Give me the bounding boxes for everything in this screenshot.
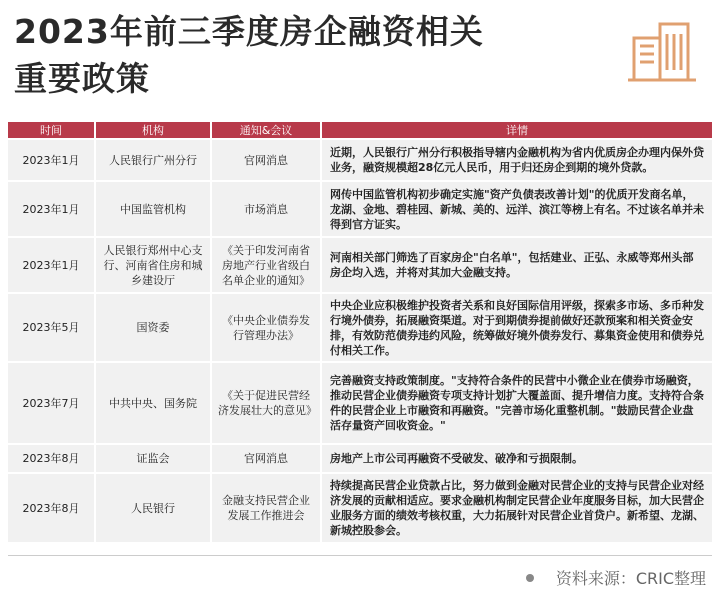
table-row bbox=[8, 445, 712, 472]
header-notice: 通知&会议 bbox=[212, 122, 322, 138]
table-row bbox=[8, 474, 712, 542]
building-icon bbox=[626, 14, 698, 90]
table-row bbox=[8, 140, 712, 180]
cell-detail: 房地产上市公司再融资不受破发、破净和亏损限制。 bbox=[322, 445, 712, 472]
cell-time: 2023年1月 bbox=[8, 140, 96, 180]
cell-time: 2023年1月 bbox=[8, 182, 96, 236]
cell-org: 人民银行郑州中心支行、河南省住房和城乡建设厅 bbox=[96, 238, 212, 292]
cell-notice: 市场消息 bbox=[212, 182, 322, 236]
divider bbox=[8, 555, 712, 556]
header-detail: 详情 bbox=[322, 122, 712, 138]
cell-detail: 网传中国监管机构初步确定实施"资产负债表改善计划"的优质开发商名单，龙湖、金地、碧桂园、新城、美的、远洋、滨江等榜上有名。不过该名单并未得到官方证实。 bbox=[322, 182, 712, 236]
cell-org: 证监会 bbox=[96, 445, 212, 472]
table-row bbox=[8, 294, 712, 361]
cell-org: 中共中央、国务院 bbox=[96, 363, 212, 443]
cell-time: 2023年5月 bbox=[8, 294, 96, 361]
title-line-1: 2023年前三季度房企融资相关 bbox=[14, 12, 484, 51]
table-row bbox=[8, 182, 712, 236]
cell-org: 中国监管机构 bbox=[96, 182, 212, 236]
cell-detail: 河南相关部门筛选了百家房企"白名单"，包括建业、正弘、永威等郑州头部房企均入选，并将对其加大金融支持。 bbox=[322, 238, 712, 292]
source-note bbox=[526, 566, 706, 589]
cell-org: 人民银行广州分行 bbox=[96, 140, 212, 180]
cell-notice: 《关于印发河南省房地产行业省级白名单企业的通知》 bbox=[212, 238, 322, 292]
cell-notice: 金融支持民营企业发展工作推进会 bbox=[212, 474, 322, 542]
table-row bbox=[8, 363, 712, 443]
cell-notice: 官网消息 bbox=[212, 140, 322, 180]
title-line-2: 重要政策 bbox=[14, 59, 150, 98]
cell-detail: 持续提高民营企业贷款占比，努力做到金融对民营企业的支持与民营企业对经济发展的贡献相适应。要求金融机构制定民营企业年度服务目标，加大民营企业服务方面的绩效考核权重，大力拓展针对民营企业首贷户。新希望、龙湖、新城控股参会。 bbox=[322, 474, 712, 542]
bullet-dot-icon bbox=[526, 574, 534, 582]
cell-time: 2023年8月 bbox=[8, 474, 96, 542]
cell-org: 国资委 bbox=[96, 294, 212, 361]
cell-notice: 官网消息 bbox=[212, 445, 322, 472]
page-title bbox=[14, 8, 574, 102]
cell-detail: 近期，人民银行广州分行积极指导辖内金融机构为省内优质房企办理内保外贷业务，融资规模超28亿元人民币，用于归还房企到期的境外贷款。 bbox=[322, 140, 712, 180]
source-text: 资料来源：CRIC整理 bbox=[555, 569, 706, 588]
cell-detail: 完善融资支持政策制度。"支持符合条件的民营中小微企业在债券市场融资，推动民营企业债券融资专项支持计划扩大覆盖面、提升增信力度。支持符合条件的民营企业上市融资和再融资。"完善市场化重整机制。"鼓励民营企业盘活存量资产回收资金。" bbox=[322, 363, 712, 443]
cell-time: 2023年1月 bbox=[8, 238, 96, 292]
cell-detail: 中央企业应积极维护投资者关系和良好国际信用评级，探索多市场、多币种发行境外债券，拓展融资渠道。对于到期债券提前做好还款预案和相关资金安排，有效防范债券违约风险，统筹做好境外债券发行、募集资金使用和债券兑付相关工作。 bbox=[322, 294, 712, 361]
header-time: 时间 bbox=[8, 122, 96, 138]
cell-notice: 《中央企业债券发行管理办法》 bbox=[212, 294, 322, 361]
policy-table bbox=[8, 120, 712, 544]
cell-org: 人民银行 bbox=[96, 474, 212, 542]
table-row bbox=[8, 238, 712, 292]
cell-notice: 《关于促进民营经济发展壮大的意见》 bbox=[212, 363, 322, 443]
table-header-row bbox=[8, 122, 712, 138]
cell-time: 2023年7月 bbox=[8, 363, 96, 443]
cell-time: 2023年8月 bbox=[8, 445, 96, 472]
header-org: 机构 bbox=[96, 122, 212, 138]
